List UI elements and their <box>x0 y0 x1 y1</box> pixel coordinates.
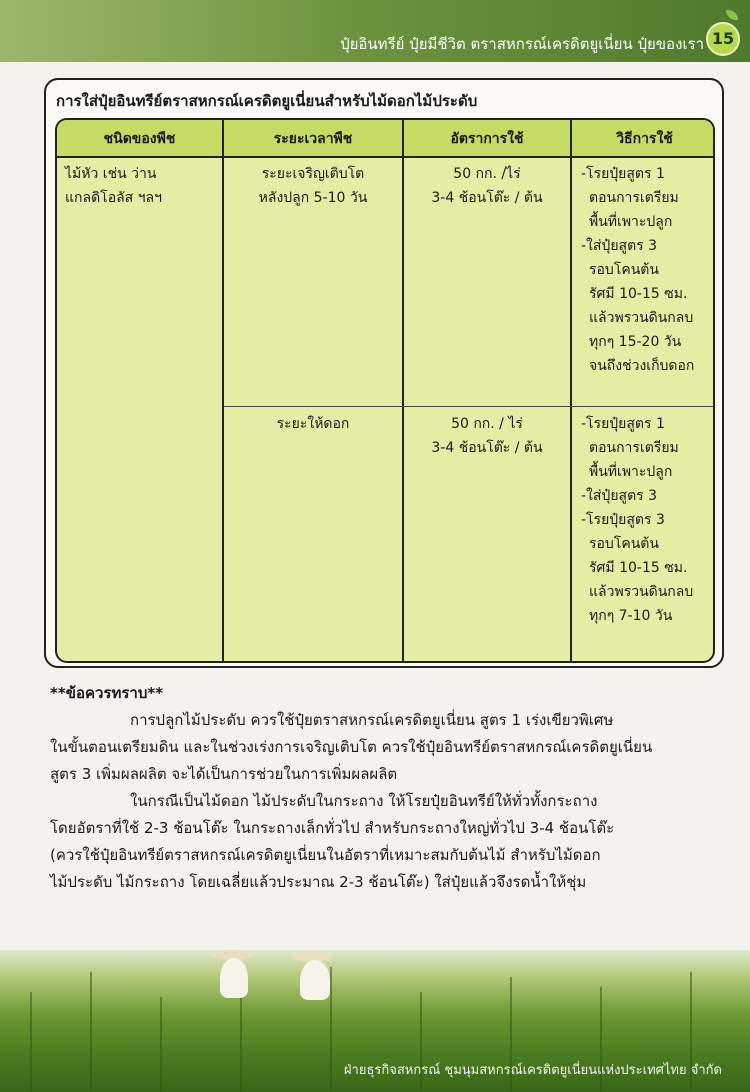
header-rate: อัตราการใช้ <box>450 131 524 147</box>
table-header-row <box>57 120 713 158</box>
note-line: การปลูกไม้ประดับ ควรใช้ปุ๋ยตราสหกรณ์เครดิตยูเนี่ยน สูตร 1 เร่งเขียวพิเศษ <box>130 711 614 729</box>
method-line: -ใส่ปุ๋ยสูตร 3 <box>581 488 658 504</box>
method-line: ทุกๆ 15-20 วัน <box>589 334 682 350</box>
table-row-growth-rate <box>404 162 570 210</box>
period-line: ระยะให้ดอก <box>276 416 350 432</box>
note-section <box>50 680 720 896</box>
rate-line: 3-4 ช้อนโต๊ะ / ต้น <box>431 190 543 206</box>
grass-blade <box>160 997 162 1092</box>
header-title: ปุ๋ยอินทรีย์ ปุ๋ยมีชีวิต ตราสหกรณ์เครดิตยูเนี่ยน ปุ๋ยของเรา <box>340 35 704 53</box>
plant-line: ไม้หัว เช่น ว่าน <box>65 166 157 182</box>
plant-type-cell <box>65 162 162 210</box>
rice-field-image <box>0 950 750 1092</box>
page-header <box>0 0 750 62</box>
farmer-figure <box>300 960 330 1000</box>
note-heading: **ข้อควรทราบ** <box>50 684 164 702</box>
grass-blade <box>30 992 32 1092</box>
method-line: -โรยปุ๋ยสูตร 3 <box>581 512 665 528</box>
method-line: -โรยปุ๋ยสูตร 1 <box>581 166 665 182</box>
grass-blade <box>240 982 242 1092</box>
method-line: แล้วพรวนดินกลบ <box>589 584 694 600</box>
table-row-flowering-period <box>224 412 402 436</box>
method-line: จนถึงช่วงเก็บดอก <box>589 358 695 374</box>
table-row-flowering-method <box>581 412 693 628</box>
footer-text: ฝ่ายธุรกิจสหกรณ์ ชุมนุมสหกรณ์เครดิตยูเนี่ยนแห่งประเทศไทย จำกัด <box>343 1063 722 1078</box>
rate-line: 3-4 ช้อนโต๊ะ / ต้น <box>431 440 543 456</box>
note-line: ในขั้นตอนเตรียมดิน และในช่วงเร่งการเจริญเติบโต ควรใช้ปุ๋ยอินทรีย์ตราสหกรณ์เครดิตยูเนี่ยน <box>50 738 653 756</box>
header-plant-type: ชนิดของพืช <box>103 131 176 147</box>
note-paragraph-2 <box>50 788 720 896</box>
rate-line: 50 กก. /ไร่ <box>453 166 521 182</box>
method-line: รอบโคนต้น <box>589 536 659 552</box>
period-line: ระยะเจริญเติบโต <box>261 166 365 182</box>
method-line: ตอนการเตรียม <box>589 190 679 206</box>
header-plant-period: ระยะเวลาพืช <box>273 131 353 147</box>
grass-blade <box>90 972 92 1092</box>
note-line: โดยอัตราที่ใช้ 2-3 ช้อนโต๊ะ ในกระถางเล็กทั่วไป สำหรับกระถางใหญ่ทั่วไป 3-4 ช้อนโต๊ะ <box>50 819 615 837</box>
note-line: (ควรใช้ปุ๋ยอินทรีย์ตราสหกรณ์เครดิตยูเนี่ยนในอัตราที่เหมาะสมกับต้นไม้ สำหรับไม้ดอก <box>50 846 601 864</box>
method-line: พื้นที่เพาะปลูก <box>589 214 673 230</box>
method-line: ทุกๆ 7-10 วัน <box>589 608 673 624</box>
method-line: พื้นที่เพาะปลูก <box>589 464 673 480</box>
note-paragraph-1 <box>50 707 720 788</box>
method-line: ตอนการเตรียม <box>589 440 679 456</box>
table-row-growth-method <box>581 162 694 378</box>
note-line: สูตร 3 เพิ่มผลผลิต จะได้เป็นการช่วยในการเพิ่มผลผลิต <box>50 765 398 783</box>
period-line: หลังปลูก 5-10 วัน <box>258 190 368 206</box>
grass-blade <box>330 967 332 1092</box>
leaf-icon <box>726 10 738 20</box>
plant-line: แกลดิโอลัส ฯลฯ <box>65 190 162 206</box>
panel-title: การใส่ปุ๋ยอินทรีย์ตราสหกรณ์เครดิตยูเนี่ยนสำหรับไม้ดอกไม้ประดับ <box>56 92 478 110</box>
method-line: แล้วพรวนดินกลบ <box>589 310 694 326</box>
table-row-growth-period <box>224 162 402 210</box>
row-divider <box>224 406 715 407</box>
farmer-figure <box>220 958 248 998</box>
method-line: รัศมี 10-15 ซม. <box>589 560 688 576</box>
table-row-flowering-rate <box>404 412 570 460</box>
header-method: วิธีการใช้ <box>616 131 673 147</box>
note-line: ไม้ประดับ ไม้กระถาง โดยเฉลี่ยแล้วประมาณ 2-3 ช้อนโต๊ะ) ใส่ปุ๋ยแล้วจึงรดน้ำให้ชุ่ม <box>50 873 587 891</box>
method-line: -ใส่ปุ๋ยสูตร 3 <box>581 238 658 254</box>
page-number: 15 <box>706 22 740 56</box>
rate-line: 50 กก. / ไร่ <box>451 416 523 432</box>
column-divider <box>570 120 572 661</box>
fertilizer-table <box>55 118 715 663</box>
method-line: รอบโคนต้น <box>589 262 659 278</box>
method-line: -โรยปุ๋ยสูตร 1 <box>581 416 665 432</box>
note-line: ในกรณีเป็นไม้ดอก ไม้ประดับในกระถาง ให้โรยปุ๋ยอินทรีย์ให้ทั่วทั้งกระถาง <box>130 792 598 810</box>
fertilizer-panel <box>44 78 724 668</box>
method-line: รัศมี 10-15 ซม. <box>589 286 688 302</box>
